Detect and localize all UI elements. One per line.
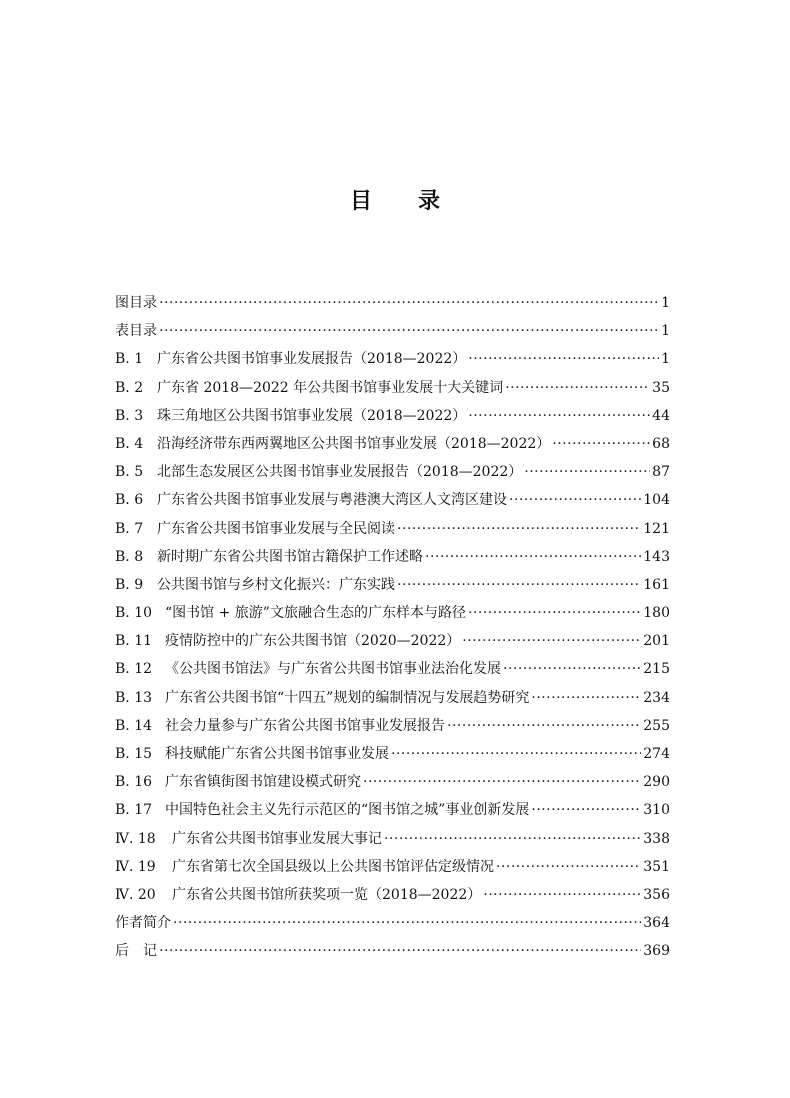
toc-page-number: 1 (661, 351, 670, 368)
toc-entry-number: B. 9 (115, 576, 144, 593)
toc-entry-number: B. 11 (115, 633, 153, 650)
toc-page-number: 1 (661, 295, 670, 311)
toc-page-number: 201 (643, 633, 670, 650)
toc-entry-title: 《公共图书馆法》与广东省公共图书馆事业法治化发展 (165, 661, 501, 678)
toc-entry[interactable] (115, 796, 670, 824)
toc-entry-number: B. 17 (115, 802, 153, 819)
toc-entry-title: 广东省公共图书馆事业发展与全民阅读 (157, 520, 395, 537)
toc-dot-leader (159, 289, 659, 317)
toc-entry[interactable] (115, 627, 670, 655)
toc-dot-leader (397, 515, 641, 543)
toc-entry[interactable] (115, 712, 670, 740)
toc-entry-number: B. 15 (115, 746, 153, 762)
toc-entry[interactable] (115, 909, 670, 937)
toc-entry-title: 广东省公共图书馆“十四五”规划的编制情况与发展趋势研究 (165, 689, 530, 706)
toc-page-number: 274 (643, 746, 670, 762)
toc-entry[interactable] (115, 655, 670, 683)
toc-entry-number: B. 14 (115, 717, 153, 734)
toc-entry-title: “图书馆 + 旅游”文旅融合生态的广东样本与路径 (165, 605, 466, 622)
toc-entry-number: B. 8 (115, 548, 144, 565)
toc-entry-number: Ⅳ. 19 (115, 858, 156, 875)
toc-page-number: 104 (643, 492, 670, 509)
toc-entry-title: 疫情防控中的广东公共图书馆（2020—2022） (165, 633, 461, 650)
toc-entry-title: 北部生态发展区公共图书馆事业发展报告（2018—2022） (157, 464, 523, 481)
toc-entry-title: 公共图书馆与乡村文化振兴：广东实践 (157, 576, 395, 593)
toc-dot-leader (391, 740, 641, 768)
toc-page-number: 356 (643, 886, 670, 903)
toc-entry-number: B. 5 (115, 464, 144, 481)
toc-page-number: 35 (652, 379, 670, 396)
toc-entry-title: 珠三角地区公共图书馆事业发展（2018—2022） (157, 407, 467, 424)
toc-entry-title: 沿海经济带东西两翼地区公共图书馆事业发展（2018—2022） (157, 435, 551, 452)
toc-entry[interactable] (115, 853, 670, 881)
toc-dot-leader (552, 430, 650, 458)
toc-entry[interactable] (115, 515, 670, 543)
title-char-2: 录 (418, 189, 441, 214)
toc-entry-title: 作者简介 (115, 915, 171, 932)
toc-dot-leader (447, 712, 641, 740)
toc-entry-number: B. 4 (115, 435, 144, 452)
toc-dot-leader (468, 345, 659, 373)
toc-entry[interactable] (115, 684, 670, 712)
toc-page-number: 290 (643, 774, 670, 791)
toc-page-number: 68 (652, 435, 670, 452)
toc-entry-title: 广东省公共图书馆事业发展大事记 (172, 830, 382, 847)
toc-dot-leader (173, 909, 641, 937)
toc-entry-number: B. 13 (115, 689, 153, 706)
toc-page-number: 310 (643, 802, 670, 819)
title-char-1: 目 (349, 189, 372, 214)
toc-entry-title: 社会力量参与广东省公共图书馆事业发展报告 (165, 717, 445, 734)
toc-entry-number: B. 3 (115, 407, 144, 424)
toc-entry[interactable] (115, 571, 670, 599)
toc-entry-title: 广东省镇街图书馆建设模式研究 (165, 774, 361, 791)
toc-dot-leader (468, 599, 641, 627)
toc-entry-title: 表目录 (115, 323, 157, 340)
toc-entry-title: 新时期广东省公共图书馆古籍保护工作述略 (157, 548, 423, 565)
toc-entry-number: B. 16 (115, 774, 153, 791)
toc-dot-leader (159, 317, 659, 345)
toc-dot-leader (483, 881, 641, 909)
toc-dot-leader (159, 937, 641, 965)
toc-page-number: 1 (661, 323, 670, 340)
toc-dot-leader (425, 543, 641, 571)
toc-entry[interactable] (115, 486, 670, 514)
toc-dot-leader (384, 825, 641, 853)
toc-page-number: 180 (643, 605, 670, 622)
toc-dot-leader (503, 655, 641, 683)
toc-entry-number: Ⅳ. 18 (115, 830, 156, 847)
toc-entry-title: 科技赋能广东省公共图书馆事业发展 (165, 746, 389, 762)
toc-entry[interactable] (115, 937, 670, 965)
toc-entry[interactable] (115, 374, 670, 402)
toc-page-number: 143 (643, 548, 670, 565)
toc-page-number: 364 (643, 915, 670, 932)
toc-entry[interactable] (115, 825, 670, 853)
toc-entry[interactable] (115, 430, 670, 458)
toc-dot-leader (531, 796, 641, 824)
toc-dot-leader (468, 402, 650, 430)
toc-dot-leader (524, 458, 650, 486)
toc-entry-title: 广东省公共图书馆事业发展报告（2018—2022） (157, 351, 467, 368)
toc-dot-leader (509, 486, 641, 514)
toc-page-number: 44 (652, 407, 670, 424)
toc-entry-title: 广东省公共图书馆所获奖项一览（2018—2022） (172, 886, 482, 903)
toc-entry-title: 广东省第七次全国县级以上公共图书馆评估定级情况 (172, 858, 494, 875)
toc-dot-leader (505, 374, 650, 402)
toc-entry-number: B. 7 (115, 520, 144, 537)
toc-entry-number: B. 10 (115, 605, 153, 622)
toc-entry[interactable] (115, 317, 670, 345)
toc-entry[interactable] (115, 740, 670, 768)
toc-entry-number: B. 2 (115, 379, 144, 396)
toc-entry[interactable] (115, 289, 670, 317)
toc-entry-number: Ⅳ. 20 (115, 886, 156, 903)
toc-page-number: 234 (643, 689, 670, 706)
toc-entry[interactable] (115, 345, 670, 373)
table-of-contents (115, 289, 670, 966)
toc-entry[interactable] (115, 543, 670, 571)
toc-entry[interactable] (115, 599, 670, 627)
toc-page-number: 369 (643, 943, 670, 960)
toc-entry[interactable] (115, 458, 670, 486)
toc-entry-number: B. 6 (115, 492, 144, 509)
toc-entry[interactable] (115, 402, 670, 430)
toc-dot-leader (531, 684, 641, 712)
toc-entry[interactable] (115, 768, 670, 796)
toc-entry-title: 后 记 (115, 943, 157, 960)
toc-page-number: 255 (643, 717, 670, 734)
toc-dot-leader (462, 627, 641, 655)
toc-entry-title: 中国特色社会主义先行示范区的“图书馆之城”事业创新发展 (165, 802, 530, 819)
toc-dot-leader (496, 853, 641, 881)
toc-entry-number: B. 1 (115, 351, 144, 368)
toc-entry-title: 广东省 2018—2022 年公共图书馆事业发展十大关键词 (157, 379, 504, 396)
toc-entry[interactable] (115, 881, 670, 909)
toc-dot-leader (363, 768, 641, 796)
page-title (0, 184, 790, 215)
toc-page-number: 338 (643, 830, 670, 847)
toc-entry-number: B. 12 (115, 661, 153, 678)
toc-page-number: 121 (643, 520, 670, 537)
toc-page-number: 351 (643, 858, 670, 875)
toc-entry-title: 图目录 (115, 295, 157, 311)
toc-page-number: 161 (643, 576, 670, 593)
toc-page-number: 87 (652, 464, 670, 481)
toc-entry-title: 广东省公共图书馆事业发展与粤港澳大湾区人文湾区建设 (157, 492, 507, 509)
toc-dot-leader (397, 571, 641, 599)
toc-page-number: 215 (643, 661, 670, 678)
